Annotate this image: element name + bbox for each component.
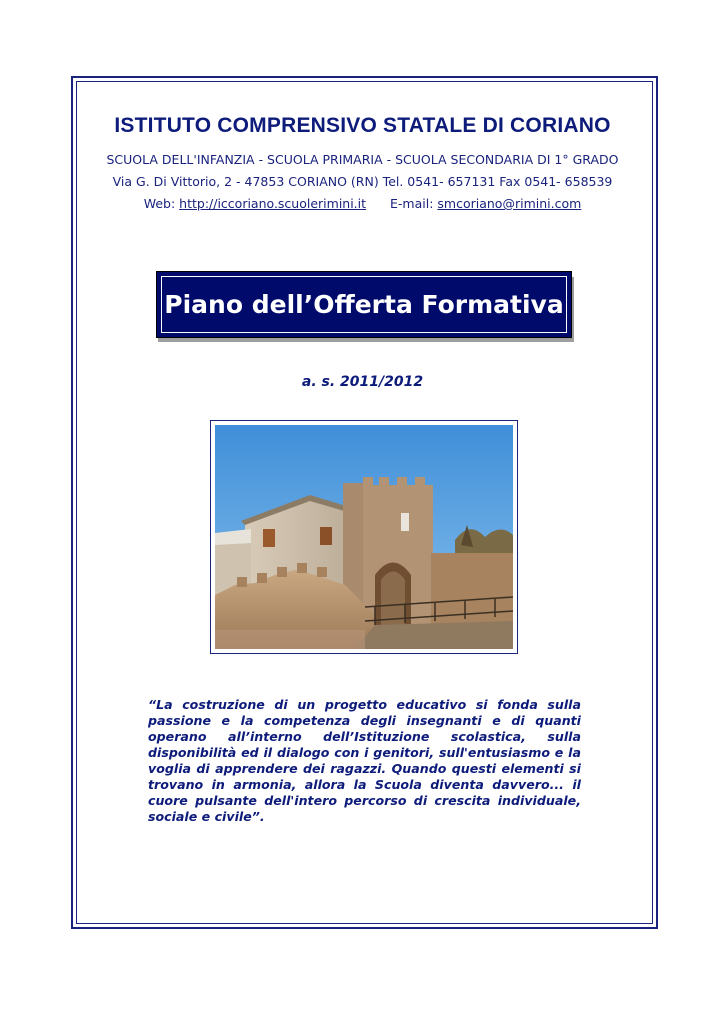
school-year: a. s. 2011/2012 [301,374,424,390]
school-name: ISTITUTO COMPRENSIVO STATALE DI CORIANO [114,114,611,137]
schools-line: SCUOLA DELL'INFANZIA - SCUOLA PRIMARIA - SCUOLA SECONDARIA DI 1° GRADO [106,152,619,167]
address-line: Via G. Di Vittorio, 2 - 47853 CORIANO (RN) Tel. 0541- 657131 Fax 0541- 658539 [112,174,613,189]
quote: “La costruzione di un progetto educativo si fonda sulla passione e la competenza degli insegnanti e di quanti operano all’interno dell’Istituzione scolastica, sulla disponibilità ed il dialogo con i genitori, sull'entusiasmo e la voglia di apprendere dei ragazzi. Quando questi elementi si trovano in armonia, allora la Scuola diventa davvero... il cuore pulsante dell'intero percorso di crescita individuale, sociale e civile”. [148,697,581,824]
email-link[interactable]: smcoriano@rimini.com [437,196,582,211]
contacts-line [0,196,725,211]
email-label: E-mail: [390,196,434,211]
document-title: Piano dell’Offerta Formativa [164,290,564,319]
web-link[interactable]: http://iccoriano.scuolerimini.it [179,196,367,211]
web-label: Web: [143,196,176,211]
title-box [156,271,572,338]
castle-walls-photo [215,425,513,649]
